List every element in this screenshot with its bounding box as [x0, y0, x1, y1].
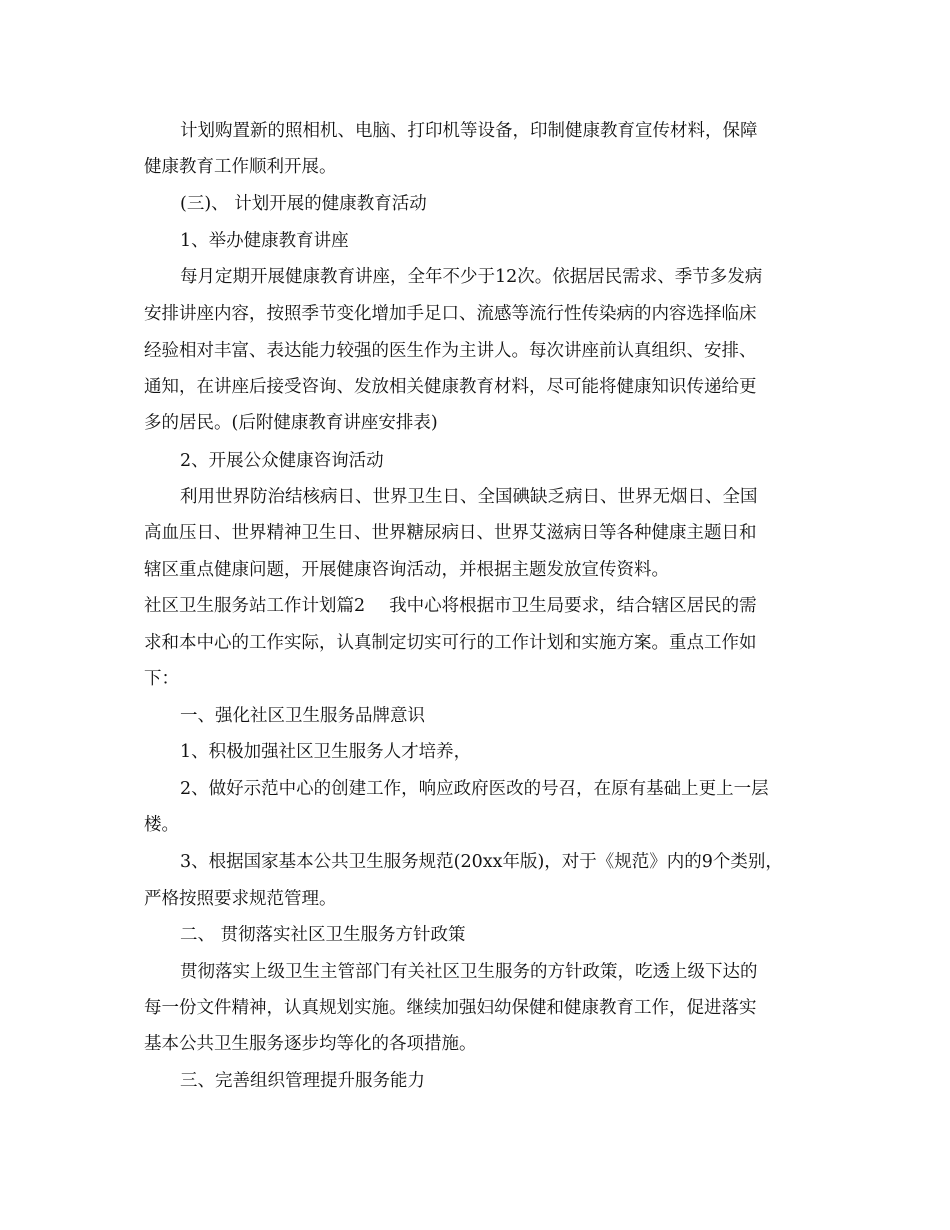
paragraph-line: 严格按照要求规范管理。: [144, 889, 337, 909]
paragraph-line: 经验相对丰富、表达能力较强的医生作为主讲人。每次讲座前认真组织、安排、: [144, 341, 757, 361]
paragraph-line: 下：: [144, 669, 179, 689]
article-title: 社区卫生服务站工作计划篇2: [144, 596, 366, 616]
paragraph-line: 利用世界防治结核病日、世界卫生日、全国碘缺乏病日、世界无烟日、全国: [180, 487, 758, 507]
paragraph-line: 健康教育工作顺利开展。: [144, 157, 337, 177]
section-heading: 三、完善组织管理提升服务能力: [180, 1071, 425, 1091]
paragraph-line: 每一份文件精神，认真规划实施。继续加强妇幼保健和健康教育工作，促进落实: [144, 998, 757, 1018]
paragraph-line: 安排讲座内容，按照季节变化增加手足口、流感等流行性传染病的内容选择临床: [144, 304, 757, 324]
section-heading: 二、 贯彻落实社区卫生服务方针政策: [180, 925, 466, 945]
paragraph-line: 计划购置新的照相机、电脑、打印机等设备，印制健康教育宣传材料，保障: [180, 121, 758, 141]
paragraph-text: 我中心将根据市卫生局要求，结合辖区居民的需: [389, 596, 757, 616]
paragraph-line: 每月定期开展健康教育讲座，全年不少于12次。依据居民需求、季节多发病: [180, 267, 763, 287]
paragraph-line: 高血压日、世界精神卫生日、世界糖尿病日、世界艾滋病日等各种健康主题日和: [144, 523, 757, 543]
section-heading: (三)、 计划开展的健康教育活动: [180, 194, 427, 214]
paragraph-line: 贯彻落实上级卫生主管部门有关社区卫生服务的方针政策，吃透上级下达的: [180, 962, 758, 982]
paragraph-line: 求和本中心的工作实际，认真制定切实可行的工作计划和实施方案。重点工作如: [144, 633, 757, 653]
list-item: 3、根据国家基本公共卫生服务规范(20xx年版)，对于《规范》内的9个类别，: [180, 852, 783, 872]
list-item: 1、积极加强社区卫生服务人才培养，: [180, 742, 472, 762]
subsection-heading: 1、举办健康教育讲座: [180, 231, 349, 251]
section-heading: 一、强化社区卫生服务品牌意识: [180, 706, 425, 726]
paragraph-line: 基本公共卫生服务逐步均等化的各项措施。: [144, 1034, 477, 1054]
subsection-heading: 2、开展公众健康咨询活动: [180, 451, 384, 471]
paragraph-line: [144, 594, 824, 618]
list-item: 2、做好示范中心的创建工作，响应政府医改的号召，在原有基础上更上一层: [180, 779, 769, 799]
paragraph-line: 楼。: [144, 815, 179, 835]
paragraph-line: 辖区重点健康问题，开展健康咨询活动，并根据主题发放宣传资料。: [144, 560, 669, 580]
paragraph-line: 通知，在讲座后接受咨询、发放相关健康教育材料，尽可能将健康知识传递给更: [144, 377, 757, 397]
paragraph-line: 多的居民。(后附健康教育讲座安排表): [144, 413, 438, 433]
